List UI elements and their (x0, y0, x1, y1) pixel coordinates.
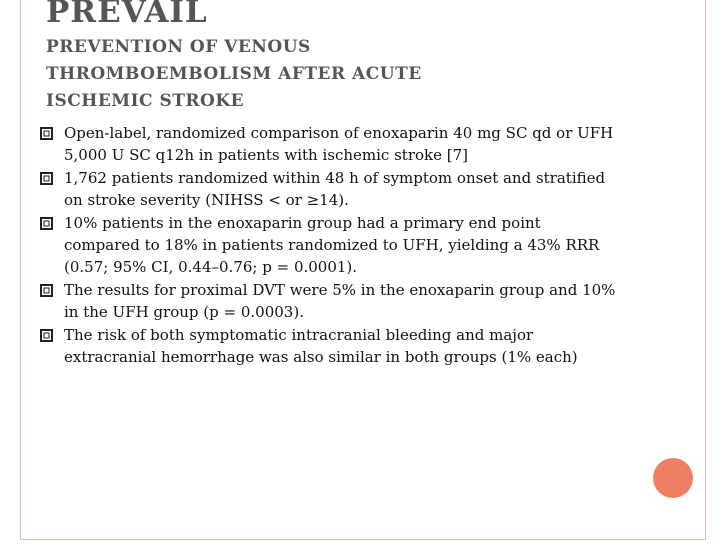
bullet-text: The risk of both symptomatic intracranial bleeding and major extracranial hemorrhage was also similar in both groups (1% each) (64, 326, 578, 366)
hollow-square-bullet-icon (40, 329, 53, 342)
slide-title: PREVAIL (46, 0, 208, 30)
hollow-square-bullet-icon (40, 127, 53, 140)
bullet-item (40, 324, 620, 368)
bullet-text: Open-label, randomized comparison of enoxaparin 40 mg SC qd or UFH 5,000 U SC q12h in patients with ischemic stroke [7] (64, 124, 614, 164)
bullet-text: The results for proximal DVT were 5% in the enoxaparin group and 10% in the UFH group (p = 0.0003). (64, 281, 616, 321)
bullet-item (40, 279, 620, 323)
hollow-square-bullet-icon (40, 172, 53, 185)
bullet-text: 10% patients in the enoxaparin group had a primary end point compared to 18% in patients randomized to UFH, yielding a 43% RRR (0.57; 95% CI, 0.44–0.76; p = 0.0001). (64, 214, 600, 276)
hollow-square-bullet-icon (40, 217, 53, 230)
hollow-square-bullet-icon (40, 284, 53, 297)
slide-subtitle: PREVENTION OF VENOUS THROMBOEMBOLISM AFTER ACUTE ISCHEMIC STROKE (46, 37, 422, 111)
bullet-item (40, 122, 620, 166)
orange-circle-icon (653, 458, 693, 498)
bullet-item (40, 167, 620, 211)
bullet-list (40, 122, 620, 369)
bullet-text: 1,762 patients randomized within 48 h of symptom onset and stratified on stroke severity (NIHSS < or ≥14). (64, 169, 606, 209)
bullet-item (40, 212, 620, 278)
